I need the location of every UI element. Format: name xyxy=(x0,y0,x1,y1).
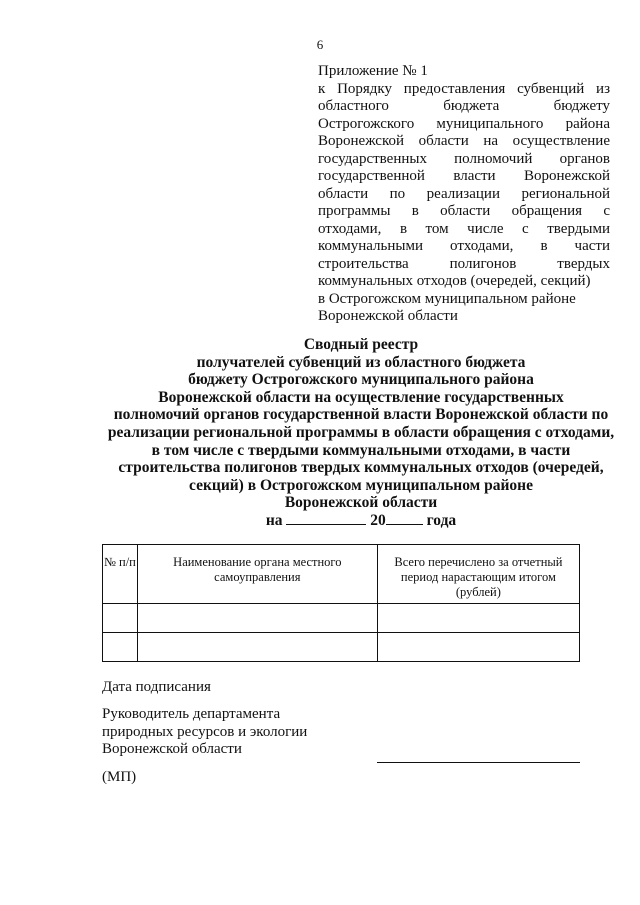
head-line: природных ресурсов и экологии xyxy=(102,723,308,740)
table-cell xyxy=(103,604,138,633)
annex-title: Приложение № 1 xyxy=(318,63,428,79)
annex-line: в Острогожском муниципальном районе xyxy=(318,290,576,307)
signing-date-label: Дата подписания xyxy=(102,679,211,695)
page-number: 6 xyxy=(316,37,324,52)
annex-line: области по реализации региональной xyxy=(318,185,610,202)
stamp-place: (МП) xyxy=(102,769,137,785)
registry-title xyxy=(90,336,632,530)
annex-line: Воронежской области xyxy=(318,308,458,324)
head-line: Воронежской области xyxy=(102,741,242,757)
title-line: секций) в Острогожском муниципальном районе xyxy=(189,476,533,494)
table-row xyxy=(103,604,580,633)
title-line: строительства полигонов твердых коммунальных отходов (очередей, xyxy=(118,459,604,477)
annex-line: государственной власти Воронежской xyxy=(318,168,610,184)
annex-line: строительства полигонов твердых xyxy=(318,255,610,272)
date-blank xyxy=(286,512,366,525)
table-cell xyxy=(137,633,377,662)
date-prefix: на xyxy=(265,511,283,529)
title-line: Воронежской области xyxy=(284,494,438,512)
header-number: № п/п xyxy=(103,545,138,604)
date-line xyxy=(90,512,632,530)
title-line: Воронежской области на осуществление государственных xyxy=(158,388,564,406)
year-blank xyxy=(386,512,423,525)
annex-line: к Порядку предоставления субвенций из xyxy=(318,80,610,97)
title-line: в том числе с твердыми коммунальными отходами, в части xyxy=(151,441,571,459)
table-cell xyxy=(103,633,138,662)
table-cell xyxy=(377,604,579,633)
annex-line: областного бюджета бюджету xyxy=(318,98,610,114)
annex-line: программы в области обращения с xyxy=(318,203,610,219)
date-suffix: года xyxy=(426,511,457,529)
annex-block xyxy=(318,63,610,326)
annex-line: Острогожского муниципального района xyxy=(318,115,610,132)
title-line: полномочий органов государственной власти Воронежской области по xyxy=(113,406,609,424)
title-line: бюджету Острогожского муниципального района xyxy=(188,371,534,389)
annex-line: Воронежской области на осуществление xyxy=(318,133,610,149)
title-line: реализации региональной программы в области обращения с отходами, xyxy=(107,423,615,441)
annex-line: коммунальными отходами, в части xyxy=(318,238,610,254)
title-line: получателей субвенций из областного бюджета xyxy=(196,353,526,371)
annex-line: государственных полномочий органов xyxy=(318,150,610,167)
signature-line xyxy=(377,762,580,763)
header-organ-name: Наименование органа местного самоуправления xyxy=(137,545,377,604)
head-line: Руководитель департамента xyxy=(102,706,281,722)
table-header-row xyxy=(103,545,580,604)
header-total-transferred: Всего перечислено за отчетный период нарастающим итогом (рублей) xyxy=(377,545,579,604)
annex-line: коммунальных отходов (очередей, секций) xyxy=(318,273,591,289)
table-cell xyxy=(377,633,579,662)
title-line: Сводный реестр xyxy=(303,336,419,353)
annex-line: отходами, в том числе с твердыми xyxy=(318,220,610,237)
date-year: 20 xyxy=(370,511,386,529)
registry-table xyxy=(102,544,580,662)
table-row xyxy=(103,633,580,662)
table-cell xyxy=(137,604,377,633)
head-of-department xyxy=(102,706,307,759)
